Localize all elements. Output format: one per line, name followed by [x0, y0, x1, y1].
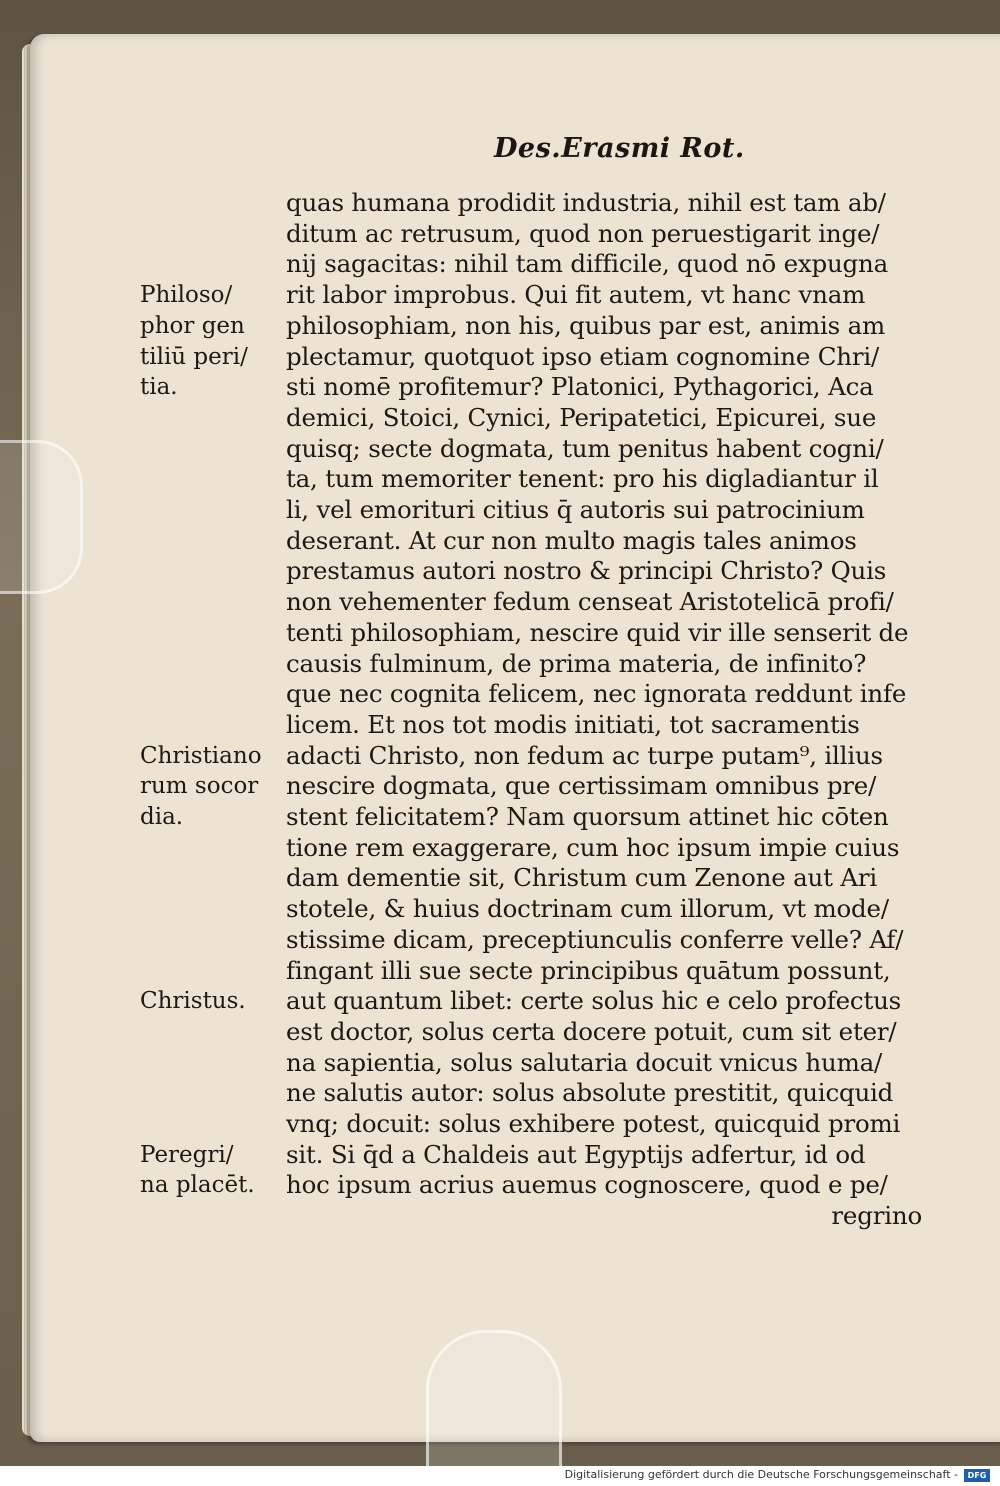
marginal-gloss-line: Christiano — [140, 742, 262, 769]
text-line: adacti Christo, non fedum ac turpe putam⁹, illius — [286, 740, 883, 770]
text-line: demici, Stoici, Cynici, Peripatetici, Epicurei, sue — [286, 402, 877, 432]
page-clip-bottom — [426, 1330, 562, 1483]
text-line: nij sagacitas: nihil tam difficile, quod nō expugna — [286, 249, 889, 279]
footer-bar — [0, 1466, 1000, 1486]
text-line: stotele, & huius doctrinam cum illorum, vt mode/ — [286, 894, 889, 924]
text-line: aut quantum libet: certe solus hic e celo profectus — [286, 986, 902, 1016]
text-line: rit labor improbus. Qui fit autem, vt hanc vnam — [286, 280, 866, 310]
text-line: prestamus autori nostro & principi Christo? Quis — [286, 556, 887, 586]
text-line: sti nomē profitemur? Platonici, Pythagorici, Aca — [286, 372, 874, 402]
text-line: ne salutis autor: solus absolute prestitit, quicquid — [286, 1078, 894, 1108]
marginal-gloss-line: Philoso/ — [140, 282, 233, 309]
text-line: stissime dicam, preceptiunculis conferre velle? Af/ — [286, 924, 904, 954]
text-line: quisq; secte dogmata, tum penitus habent cogni/ — [286, 433, 884, 463]
text-line: hoc ipsum acrius auemus cognoscere, quod e pe/ — [286, 1170, 888, 1200]
marginal-gloss-line: dia. — [140, 804, 184, 830]
marginal-gloss-line: phor gen — [140, 312, 245, 339]
text-line: na sapientia, solus salutaria docuit vnicus huma/ — [286, 1047, 883, 1077]
marginal-gloss-line: tia. — [140, 374, 178, 401]
text-line: causis fulminum, de prima materia, de infinito? — [286, 648, 867, 678]
dfg-logo: DFG — [964, 1469, 990, 1482]
text-line: que nec cognita felicem, nec ignorata reddunt infe — [286, 679, 907, 709]
text-line: quas humana prodidit industria, nihil est tam ab/ — [286, 188, 886, 217]
text-line: philosophiam, non his, quibus par est, animis am — [286, 310, 886, 340]
marginal-gloss-line: na placēt. — [140, 1172, 255, 1199]
text-line: dam dementie sit, Christum cum Zenone aut Ari — [286, 863, 877, 893]
text-line: li, vel emorituri citius q̄ autoris sui patrocinium — [286, 495, 865, 524]
text-line: plectamur, quotquot ipso etiam cognomine Chri/ — [286, 341, 880, 371]
text-line: vnq; docuit: solus exhibere potest, quicquid promi — [286, 1109, 901, 1138]
marginal-gloss-line: rum socor — [140, 773, 259, 800]
text-line: nescire dogmata, que certissimam omnibus pre/ — [286, 771, 877, 801]
marginal-gloss-line: Christus. — [140, 988, 246, 1015]
text-line: non vehementer fedum censeat Aristotelicā profi/ — [286, 587, 894, 617]
page-clip-left — [0, 440, 83, 594]
text-line: fingant illi sue secte principibus quātum possunt, — [286, 955, 891, 985]
text-line: stent felicitatem? Nam quorsum attinet hic cōten — [286, 802, 889, 831]
text-line: licem. Et nos tot modis initiati, tot sacramentis — [286, 709, 860, 739]
running-header: Des.Erasmi Rot. — [494, 133, 745, 164]
text-line: ditum ac retrusum, quod non peruestigarit inge/ — [286, 218, 880, 248]
footer-credit: Digitalisierung gefördert durch die Deutsche Forschungsgemeinschaft - — [564, 1468, 958, 1481]
text-line: est doctor, solus certa docere potuit, cum sit eter/ — [286, 1016, 897, 1046]
text-line: tione rem exaggerare, cum hoc ipsum impie cuius — [286, 832, 900, 862]
marginal-gloss-line: Peregri/ — [140, 1141, 234, 1168]
text-line: sit. Si q̄d a Chaldeis aut Egyptijs adfertur, id od — [286, 1139, 866, 1169]
text-line: deserant. At cur non multo magis tales animos — [286, 525, 857, 555]
marginal-gloss-line: tiliū peri/ — [140, 343, 248, 370]
text-line: tenti philosophiam, nescire quid vir ille senserit de — [286, 617, 909, 647]
text-line: ta, tum memoriter tenent: pro his digladiantur il — [286, 464, 879, 494]
text-line: regrino — [831, 1201, 922, 1231]
